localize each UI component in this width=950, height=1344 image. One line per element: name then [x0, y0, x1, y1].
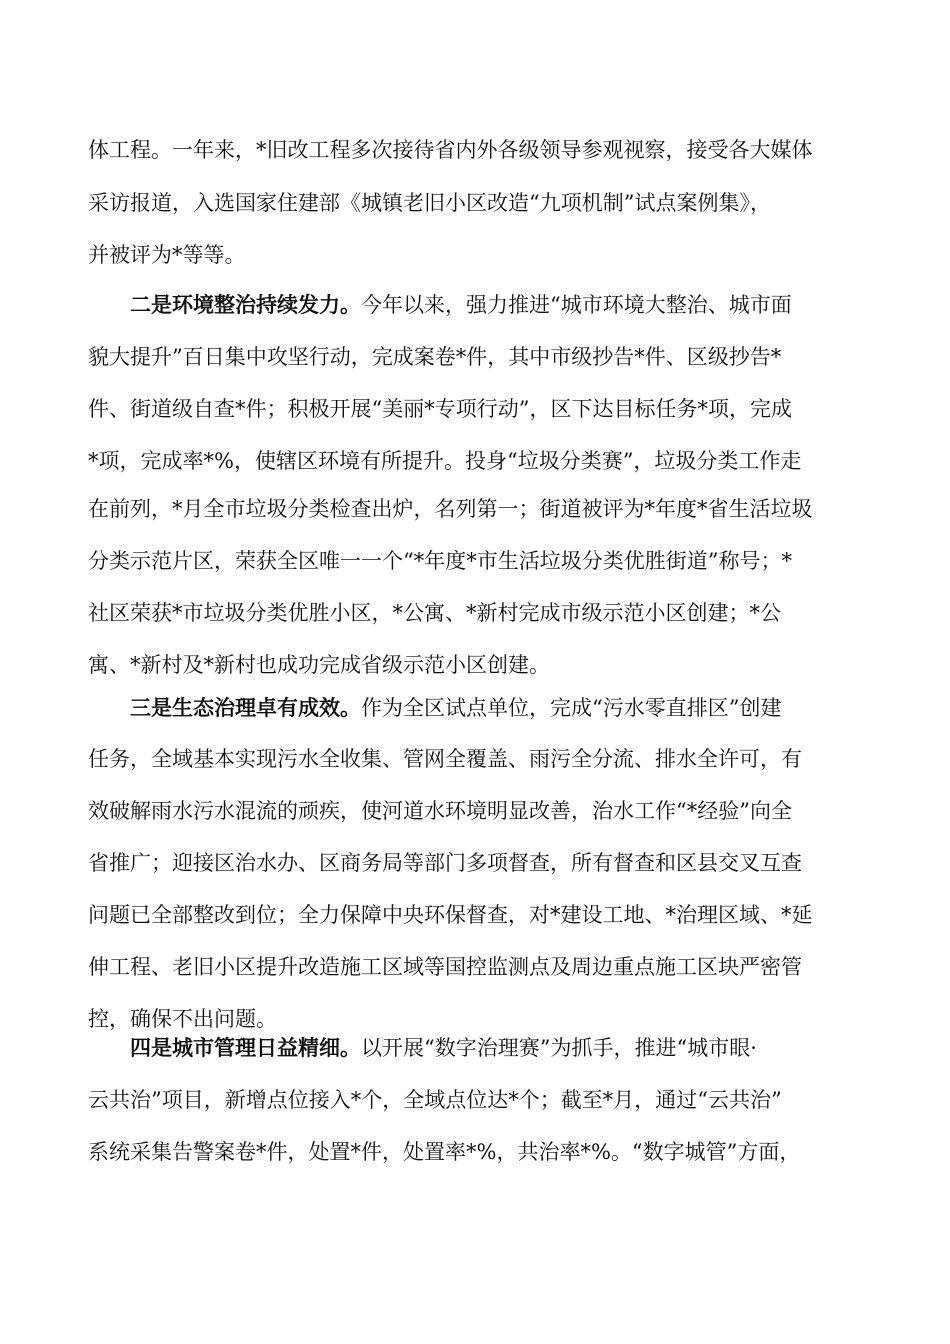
- paragraph-text: 以开展“数字治理赛”为抓手，推进“城市眼·: [361, 1036, 757, 1060]
- paragraph-heading: 三是生态治理卓有成效。: [130, 695, 361, 720]
- paragraph-line: [88, 546, 792, 576]
- paragraph-line: [130, 290, 792, 320]
- paragraph-text: 采访报道，入选国家住建部《城镇老旧小区改造“九项机制”试点案例集》，: [88, 191, 771, 215]
- paragraph-text: 在前列，*月全市垃圾分类检查出炉，名列第一；街道被评为*年度*省生活垃圾: [88, 497, 813, 521]
- paragraph-line: [88, 900, 813, 930]
- paragraph-line: [88, 598, 781, 628]
- paragraph-text: 作为全区试点单位，完成“污水零直排区”创建: [361, 696, 782, 720]
- paragraph-line: [88, 494, 813, 524]
- paragraph-line: [88, 446, 801, 476]
- paragraph-line: [130, 693, 781, 723]
- paragraph-line: [88, 135, 813, 165]
- paragraph-text: 并被评为*等等。: [88, 243, 246, 267]
- paragraph-line: [88, 188, 771, 218]
- paragraph-line: [88, 394, 792, 424]
- paragraph-line: [88, 1085, 782, 1115]
- paragraph-text: 系统采集告警案卷*件，处置*件，处置率*%，共治率*%。“数字城管”方面，: [88, 1140, 801, 1164]
- paragraph-text: 体工程。一年来，*旧改工程多次接待省内外各级领导参观视察，接受各大媒体: [88, 138, 813, 162]
- paragraph-line: [88, 744, 802, 774]
- paragraph-text: 貌大提升”百日集中攻坚行动，完成案卷*件，其中市级抄告*件、区级抄告*: [88, 345, 782, 369]
- paragraph-heading: 二是环境整治持续发力。: [130, 292, 361, 317]
- paragraph-text: 社区荣获*市垃圾分类优胜小区，*公寓、*新村完成市级示范小区创建；*公: [88, 601, 781, 625]
- paragraph-line: [88, 796, 792, 826]
- paragraph-text: 云共治”项目，新增点位接入*个，全域点位达*个；截至*月，通过“云共治”: [88, 1088, 782, 1112]
- paragraph-text: 件、街道级自查*件；积极开展“美丽*专项行动”，区下达目标任务*项，完成: [88, 397, 792, 421]
- paragraph-text: *项，完成率*%，使辖区环境有所提升。投身“垃圾分类赛”，垃圾分类工作走: [88, 449, 802, 473]
- paragraph-text: 伸工程、老旧小区提升改造施工区域等国控监测点及周边重点施工区块严密管: [88, 955, 802, 979]
- paragraph-line: [88, 650, 550, 680]
- paragraph-line: [130, 1033, 757, 1063]
- paragraph-text: 省推广；迎接区治水办、区商务局等部门多项督查，所有督查和区县交叉互查: [88, 851, 802, 875]
- paragraph-text: 问题已全部整改到位；全力保障中央环保督查，对*建设工地、*治理区域、*延: [88, 903, 813, 927]
- paragraph-text: 分类示范片区，荣获全区唯一一个“*年度*市生活垃圾分类优胜街道”称号；*: [88, 549, 792, 573]
- paragraph-line: [88, 1137, 800, 1167]
- paragraph-text: 控，确保不出问题。: [88, 1007, 277, 1031]
- paragraph-text: 任务，全域基本实现污水全收集、管网全覆盖、雨污全分流、排水全许可，有: [88, 747, 802, 771]
- paragraph-text: 寓、*新村及*新村也成功完成省级示范小区创建。: [88, 653, 550, 677]
- paragraph-line: [88, 952, 802, 982]
- paragraph-line: [88, 1004, 277, 1034]
- paragraph-line: [88, 848, 802, 878]
- paragraph-heading: 四是城市管理日益精细。: [130, 1035, 361, 1060]
- paragraph-line: [88, 342, 781, 372]
- paragraph-line: [88, 240, 246, 270]
- paragraph-text: 今年以来，强力推进“城市环境大整治、城市面: [361, 293, 792, 317]
- paragraph-text: 效破解雨水污水混流的顽疾，使河道水环境明显改善，治水工作“*经验”向全: [88, 799, 792, 823]
